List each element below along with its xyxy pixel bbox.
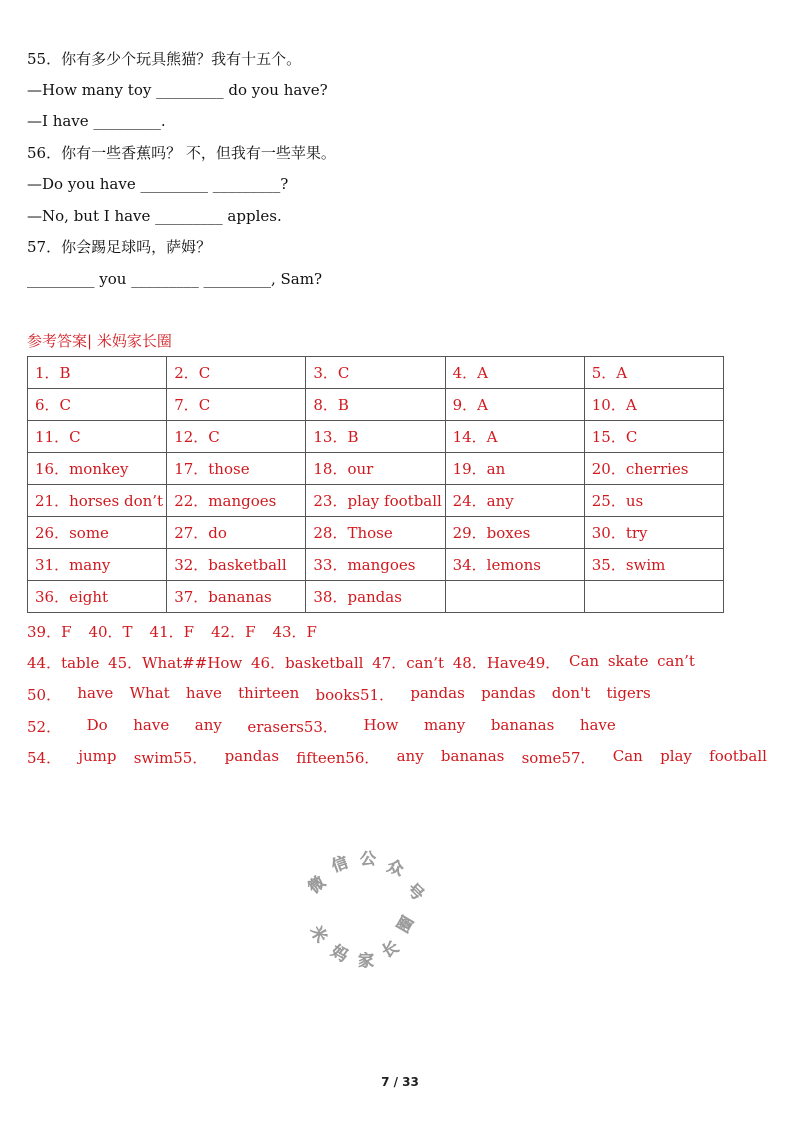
answer-cell: 27．do: [167, 517, 306, 549]
answer-cell: 20．cherries: [584, 453, 723, 485]
answer-token: jump: [78, 747, 117, 765]
answer-token: 45．What##How: [108, 654, 243, 672]
answer-cell: 9．A: [445, 389, 584, 421]
answer-token: Do: [86, 716, 108, 734]
answer-token: thirteen: [238, 684, 300, 702]
answer-cell: 3．C: [306, 357, 445, 389]
answer-token: books51．: [315, 686, 395, 704]
answer-cell: 34．lemons: [445, 549, 584, 581]
answer-cell: 19．an: [445, 453, 584, 485]
answer-cell: 11．C: [28, 421, 167, 453]
answer-token: have: [133, 716, 170, 734]
answer-token: 50．: [27, 686, 62, 704]
answer-row: [28, 357, 724, 389]
answer-cell: 26．some: [28, 517, 167, 549]
svg-text:米: 米: [306, 922, 331, 946]
answer-cell: [445, 581, 584, 613]
answer-token: bananas: [490, 716, 555, 734]
answer-cell: 25．us: [584, 485, 723, 517]
page-number: 7 / 33: [381, 1075, 419, 1089]
answer-token: many: [423, 716, 466, 734]
answer-row: [28, 517, 724, 549]
answer-cell: 32．basketball: [167, 549, 306, 581]
answer-cell: 35．swim: [584, 549, 723, 581]
question-line: —Do you have _________ _________?: [27, 175, 289, 193]
answer-cell: 1．B: [28, 357, 167, 389]
answer-token: 39．F: [27, 623, 72, 641]
answer-cell: 33．mangoes: [306, 549, 445, 581]
answers-header: 参考答案| 米妈家长圈: [27, 332, 172, 350]
answer-line-50: [27, 684, 667, 705]
question-line: 57．你会踢足球吗，萨姆？: [27, 238, 212, 256]
question-line: 55．你有多少个玩具熊猫？我有十五个。: [27, 50, 302, 68]
question-line: _________ you _________ _________, Sam?: [27, 270, 322, 288]
answer-cell: 24．any: [445, 485, 584, 517]
svg-text:圈: 圈: [393, 912, 418, 936]
question-line: —I have _________.: [27, 112, 166, 130]
answer-token: 52．: [27, 718, 62, 736]
answer-cell: [584, 581, 723, 613]
answer-token: 41．F: [149, 623, 195, 641]
answer-token: 46．basketball: [250, 654, 364, 672]
answer-token: don't: [551, 684, 591, 702]
answer-token: any: [194, 716, 222, 734]
answer-token: 42．F: [211, 623, 256, 641]
answer-line-39: [27, 621, 317, 642]
answer-cell: 21．horses don’t: [28, 485, 167, 517]
answer-cell: 13．B: [306, 421, 445, 453]
answer-row: [28, 549, 724, 581]
answer-cell: 38．pandas: [306, 581, 445, 613]
answer-cell: 5．A: [584, 357, 723, 389]
answer-token: any: [396, 747, 424, 765]
answer-token: pandas: [481, 684, 536, 702]
answer-token: play: [660, 747, 692, 765]
answer-token: 47．can’t: [372, 654, 445, 672]
svg-text:长: 长: [378, 937, 402, 962]
answer-token: 48．Have49．: [452, 654, 561, 672]
answer-token: have: [185, 684, 222, 702]
answer-line-54: [27, 747, 767, 768]
answer-cell: 22．mangoes: [167, 485, 306, 517]
answer-cell: 30．try: [584, 517, 723, 549]
answer-table: [27, 356, 724, 613]
answer-token: skate: [607, 652, 649, 670]
watermark-seal: [300, 850, 440, 970]
answer-cell: 28．Those: [306, 517, 445, 549]
answer-cell: 10．A: [584, 389, 723, 421]
svg-text:妈: 妈: [328, 941, 352, 966]
answer-token: How: [363, 716, 399, 734]
answer-token: swim55．: [133, 749, 208, 767]
answer-cell: 31．many: [28, 549, 167, 581]
answer-token: Can: [569, 652, 600, 670]
answer-cell: 15．C: [584, 421, 723, 453]
answer-row: [28, 581, 724, 613]
svg-text:众: 众: [384, 855, 407, 880]
answer-cell: 36．eight: [28, 581, 167, 613]
svg-text:微: 微: [304, 872, 329, 898]
answer-row: [28, 389, 724, 421]
answer-cell: 37．bananas: [167, 581, 306, 613]
answer-cell: 17．those: [167, 453, 306, 485]
answer-token: fifteen56．: [296, 749, 380, 767]
answer-token: tigers: [606, 684, 651, 702]
answer-token: pandas: [224, 747, 280, 765]
svg-text:公: 公: [360, 850, 377, 868]
answer-token: football: [709, 747, 767, 765]
answer-token: 43．F: [272, 623, 317, 641]
answer-cell: 29．boxes: [445, 517, 584, 549]
question-line: —How many toy _________ do you have?: [27, 81, 328, 99]
answer-cell: 23．play football: [306, 485, 445, 517]
answer-row: [28, 485, 724, 517]
answer-token: erasers53．: [247, 718, 338, 736]
answer-row: [28, 453, 724, 485]
answer-token: 40．T: [88, 623, 133, 641]
answer-token: can’t: [657, 652, 695, 670]
answer-token: 54．: [27, 749, 62, 767]
question-line: 56．你有一些香蕉吗？ 不，但我有一些苹果。: [27, 144, 336, 162]
answer-token: Can: [612, 747, 643, 765]
answer-token: some57．: [521, 749, 596, 767]
answer-cell: 4．A: [445, 357, 584, 389]
answer-cell: 16．monkey: [28, 453, 167, 485]
question-line: —No, but I have _________ apples.: [27, 207, 282, 225]
answer-token: have: [579, 716, 616, 734]
svg-text:号: 号: [403, 879, 428, 905]
answer-line-52: [27, 716, 667, 737]
answer-token: bananas: [440, 747, 505, 765]
answer-cell: 8．B: [306, 389, 445, 421]
answer-cell: 7．C: [167, 389, 306, 421]
answer-cell: 18．our: [306, 453, 445, 485]
answer-row: [28, 421, 724, 453]
svg-text:家: 家: [358, 951, 375, 970]
answer-cell: 14．A: [445, 421, 584, 453]
answer-token: pandas: [410, 684, 465, 702]
answer-token: 44．table: [27, 654, 100, 672]
answer-token: have: [77, 684, 114, 702]
answer-cell: 12．C: [167, 421, 306, 453]
answer-cell: 2．C: [167, 357, 306, 389]
answer-cell: 6．C: [28, 389, 167, 421]
answer-line-44: [27, 652, 695, 673]
answer-token: What: [129, 684, 170, 702]
svg-text:信: 信: [328, 852, 351, 876]
